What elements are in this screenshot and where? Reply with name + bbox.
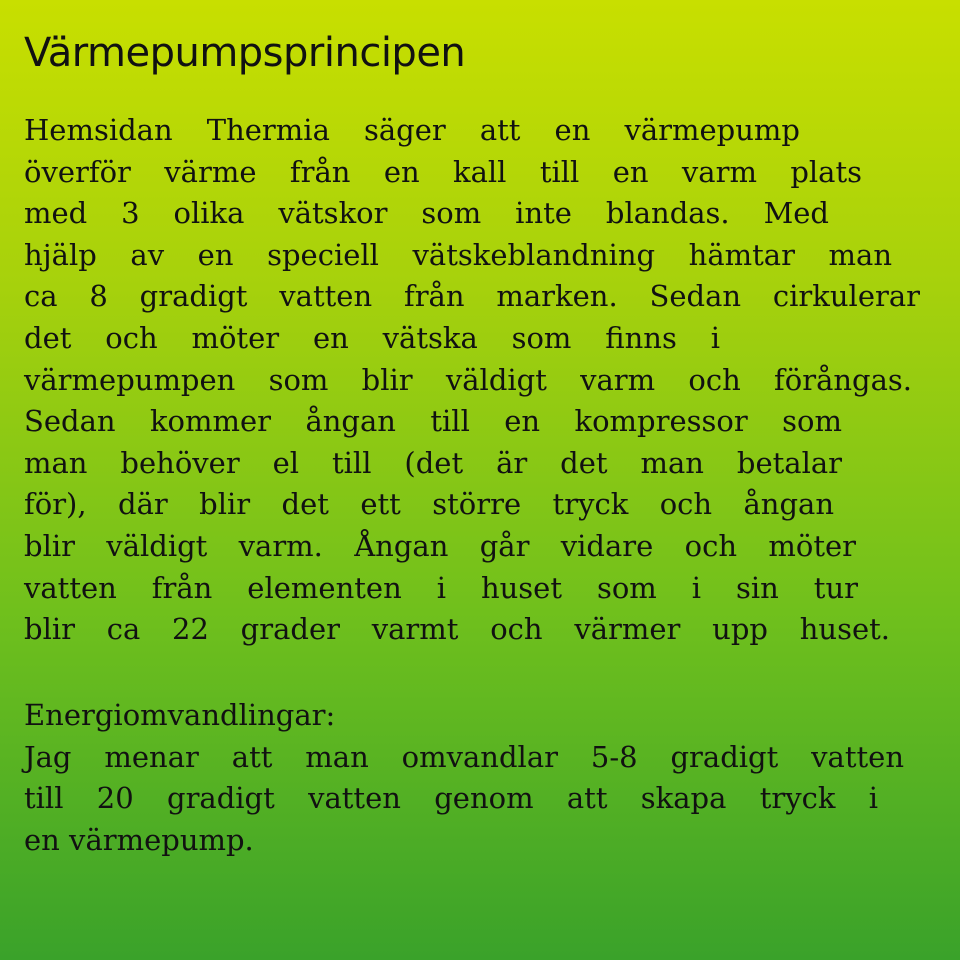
slide-title: Värmepumpsprincipen (24, 30, 466, 76)
text-line: ca 8 gradigt vatten från marken. Sedan cirkulerar (24, 279, 920, 314)
text-line: till 20 gradigt vatten genom att skapa tryck i (24, 781, 878, 816)
text-line: med 3 olika vätskor som inte blandas. Med (24, 196, 829, 231)
text-line: överför värme från en kall till en varm plats (24, 154, 862, 189)
energy-conversion-paragraph (24, 695, 924, 861)
text-line: Sedan kommer ångan till en kompressor som (24, 404, 842, 439)
text-line: man behöver el till (det är det man betalar (24, 445, 842, 480)
text-line: Jag menar att man omvandlar 5-8 gradigt vatten (24, 739, 904, 774)
text-line: blir väldigt varm. Ångan går vidare och möter (24, 528, 856, 563)
text-line: för), där blir det ett större tryck och ångan (24, 487, 834, 522)
text-line: Hemsidan Thermia säger att en värmepump (24, 113, 800, 147)
text-line: en värmepump. (24, 822, 254, 857)
text-line: blir ca 22 grader varmt och värmer upp huset. (24, 612, 890, 647)
text-line: det och möter en vätska som finns i (24, 320, 720, 355)
text-line: hjälp av en speciell vätskeblandning hämtar man (24, 237, 892, 272)
text-line: värmepumpen som blir väldigt varm och förångas. (24, 362, 912, 397)
section-heading: Energiomvandlingar: (24, 698, 336, 732)
text-line: vatten från elementen i huset som i sin tur (24, 570, 858, 605)
description-paragraph (24, 110, 924, 651)
